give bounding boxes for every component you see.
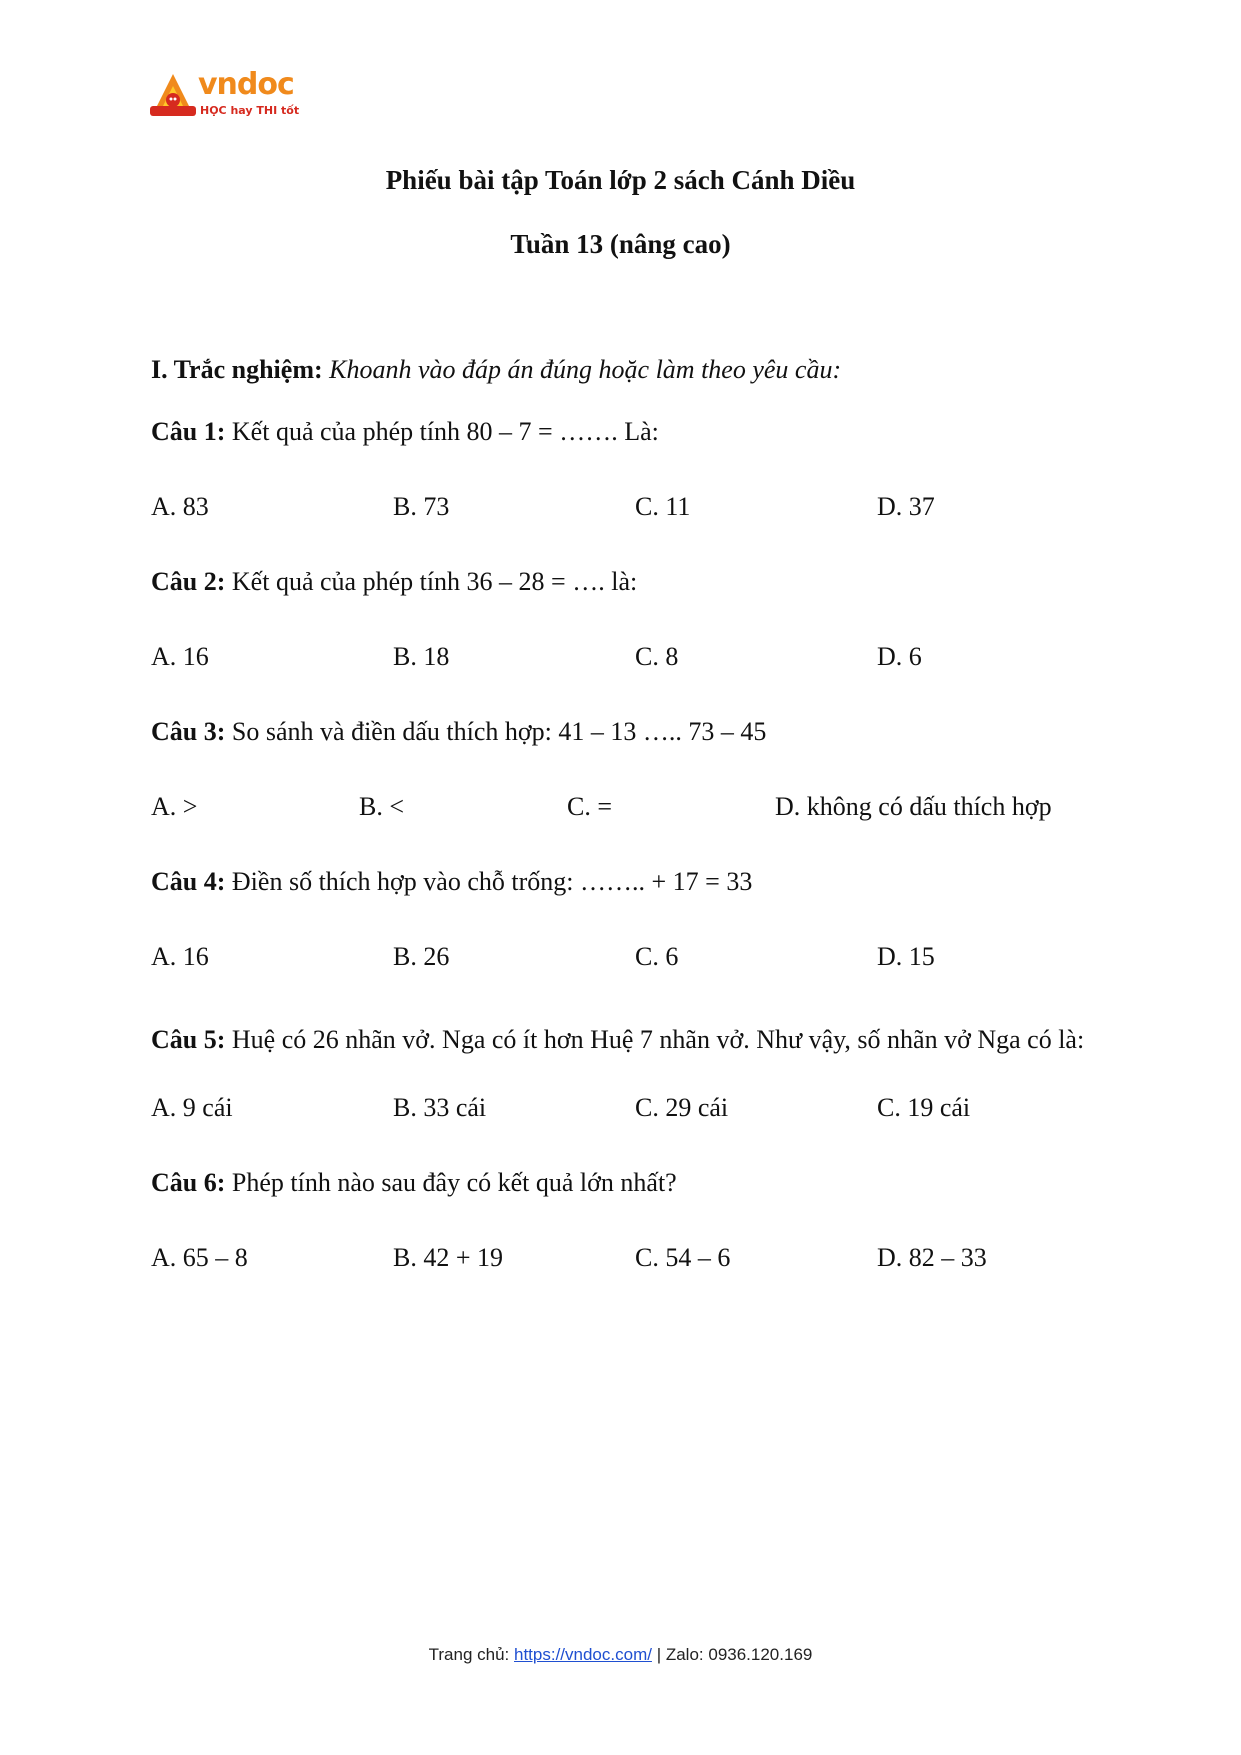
worksheet-content: [151, 352, 1091, 1315]
question-2: [151, 564, 1091, 600]
option-c[interactable]: C. 11: [635, 492, 691, 521]
option-b[interactable]: B. 42 + 19: [393, 1243, 504, 1272]
question-1: [151, 414, 1091, 450]
section-heading: [151, 352, 1091, 388]
options-question-3: [151, 789, 1091, 825]
question-label: Câu 6:: [151, 1168, 226, 1197]
options-question-2: [151, 639, 1091, 675]
question-text: Phép tính nào sau đây có kết quả lớn nhất?: [231, 1168, 677, 1197]
option-d[interactable]: D. 6: [877, 642, 922, 671]
option-c[interactable]: C. 6: [635, 942, 679, 971]
option-b[interactable]: B. 33 cái: [393, 1093, 487, 1122]
page-footer: [0, 1645, 1241, 1665]
option-b[interactable]: B. 26: [393, 942, 450, 971]
question-text: Kết quả của phép tính 80 – 7 = ……. Là:: [231, 417, 659, 446]
document-title: Phiếu bài tập Toán lớp 2 sách Cánh Diều: [385, 165, 856, 195]
question-5: [151, 1014, 1091, 1066]
question-text: Kết quả của phép tính 36 – 28 = …. là:: [231, 567, 638, 596]
option-d[interactable]: D. 15: [877, 942, 935, 971]
option-c[interactable]: C. 29 cái: [635, 1093, 729, 1122]
option-b[interactable]: B. 73: [393, 492, 450, 521]
footer-separator: |: [656, 1645, 662, 1664]
vndoc-logo-icon: [150, 72, 196, 118]
question-text: So sánh và điền dấu thích hợp: 41 – 13 ….. 73 – 45: [231, 717, 767, 746]
question-label: Câu 1:: [151, 417, 226, 446]
question-text: Điền số thích hợp vào chỗ trống: …….. + 17 = 33: [231, 867, 753, 896]
option-d[interactable]: D. 82 – 33: [877, 1243, 987, 1272]
options-question-4: [151, 939, 1091, 975]
option-d[interactable]: D. không có dấu thích hợp: [775, 792, 1052, 821]
section-instruction: Khoanh vào đáp án đúng hoặc làm theo yêu cầu:: [329, 355, 842, 384]
option-d[interactable]: D. 37: [877, 492, 935, 521]
options-question-5: [151, 1090, 1091, 1126]
footer-zalo: Zalo: 0936.120.169: [665, 1645, 813, 1664]
question-6: [151, 1165, 1091, 1201]
option-b[interactable]: B. <: [359, 792, 405, 821]
footer-home-label: Trang chủ:: [428, 1645, 510, 1664]
question-label: Câu 2:: [151, 567, 226, 596]
option-d[interactable]: C. 19 cái: [877, 1093, 971, 1122]
question-text: Huệ có 26 nhãn vở. Nga có ít hơn Huệ 7 nhãn vở. Như vậy, số nhãn vở Nga có là:: [231, 1025, 1085, 1054]
options-question-1: [151, 489, 1091, 525]
option-a[interactable]: A. 83: [151, 492, 209, 521]
option-a[interactable]: A. 16: [151, 642, 209, 671]
option-a[interactable]: A. 16: [151, 942, 209, 971]
options-question-6: [151, 1240, 1091, 1276]
option-c[interactable]: C. 8: [635, 642, 679, 671]
option-c[interactable]: C. 54 – 6: [635, 1243, 731, 1272]
question-label: Câu 5:: [151, 1025, 226, 1054]
question-label: Câu 3:: [151, 717, 226, 746]
option-c[interactable]: C. =: [567, 792, 613, 821]
option-a[interactable]: A. 9 cái: [151, 1093, 233, 1122]
logo-wordmark: vndoc: [198, 67, 294, 102]
question-3: [151, 714, 1091, 750]
question-label: Câu 4:: [151, 867, 226, 896]
vndoc-logo[interactable]: [150, 66, 310, 124]
logo-slogan: HỌC hay THI tốt: [200, 104, 300, 117]
question-4: [151, 864, 1091, 900]
option-a[interactable]: A. 65 – 8: [151, 1243, 248, 1272]
option-a[interactable]: A. >: [151, 792, 198, 821]
footer-home-link[interactable]: https://vndoc.com/: [514, 1645, 652, 1664]
section-label: I. Trắc nghiệm:: [151, 355, 323, 384]
document-subtitle: Tuần 13 (nâng cao): [510, 229, 731, 259]
option-b[interactable]: B. 18: [393, 642, 450, 671]
